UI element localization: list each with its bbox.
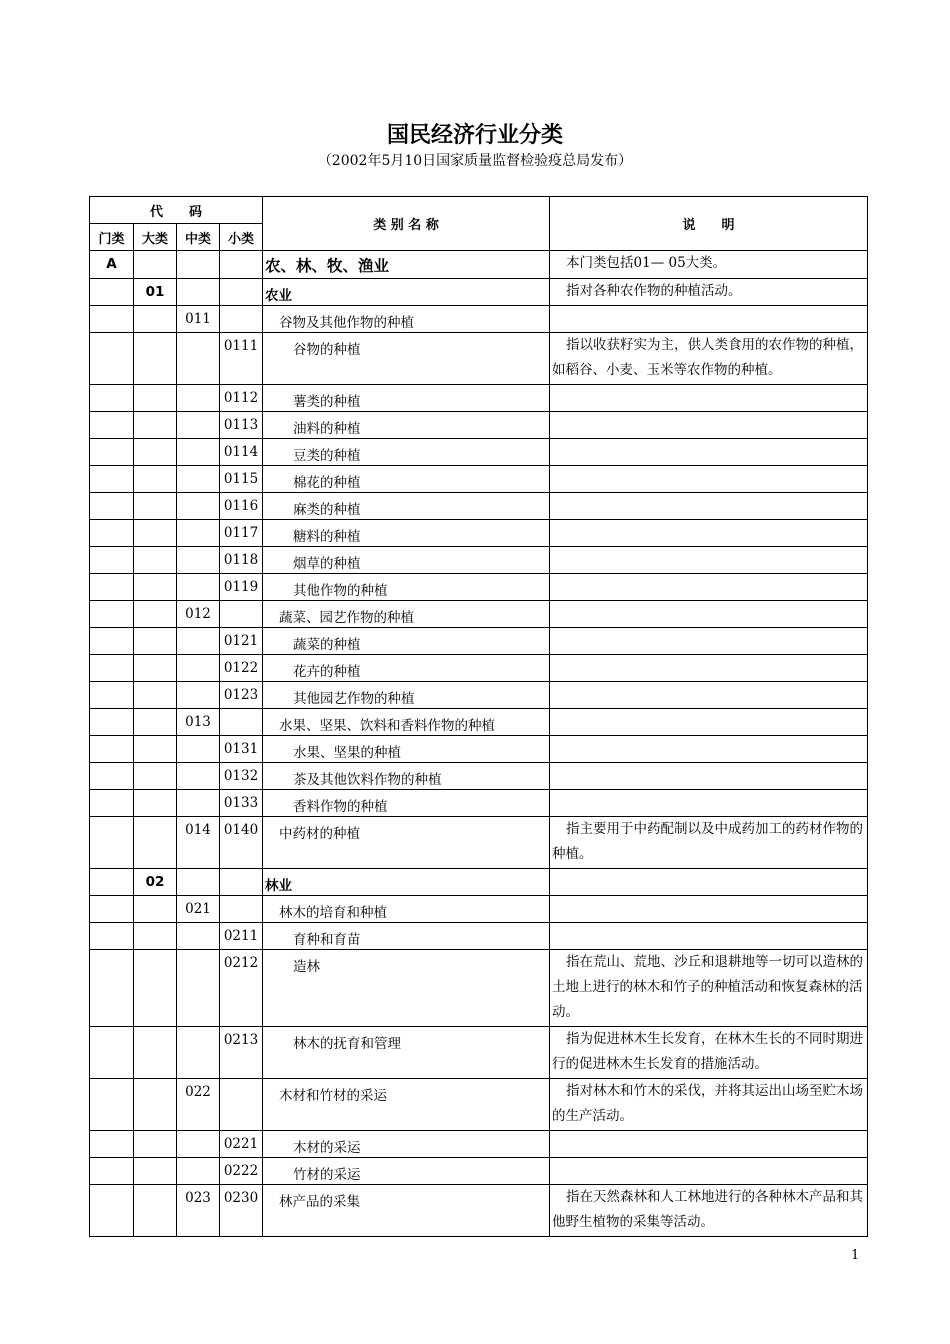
code-zhong xyxy=(177,682,220,709)
description-text: 指在荒山、荒地、沙丘和退耕地等一切可以造林的土地上进行的林木和竹子的种植活动和恢复森林的活动。 xyxy=(552,954,864,1020)
category-name: 棉花的种植 xyxy=(263,466,550,493)
category-description xyxy=(550,520,868,547)
category-name: 水果、坚果、饮料和香料作物的种植 xyxy=(263,709,550,736)
code-da: 01 xyxy=(134,279,177,306)
table-row xyxy=(90,574,868,601)
category-description xyxy=(550,601,868,628)
code-da xyxy=(134,736,177,763)
code-xiao xyxy=(220,601,263,628)
code-men xyxy=(90,682,134,709)
code-xiao: 0211 xyxy=(220,923,263,950)
code-zhong xyxy=(177,251,220,279)
category-name: 谷物及其他作物的种植 xyxy=(263,306,550,333)
table-header-row xyxy=(90,197,868,224)
code-zhong xyxy=(177,574,220,601)
code-xiao: 0133 xyxy=(220,790,263,817)
category-name: 豆类的种植 xyxy=(263,439,550,466)
code-men xyxy=(90,763,134,790)
header-code: 代 码 xyxy=(90,197,263,224)
code-da xyxy=(134,790,177,817)
code-zhong: 021 xyxy=(177,896,220,923)
category-name: 烟草的种植 xyxy=(263,547,550,574)
code-men xyxy=(90,896,134,923)
code-zhong xyxy=(177,412,220,439)
code-xiao: 0114 xyxy=(220,439,263,466)
description-text: 指在天然森林和人工林地进行的各种林木产品和其他野生植物的采集等活动。 xyxy=(552,1189,864,1230)
category-name: 林木的培育和种植 xyxy=(263,896,550,923)
code-xiao xyxy=(220,279,263,306)
code-zhong xyxy=(177,790,220,817)
table-row xyxy=(90,547,868,574)
table-row xyxy=(90,763,868,790)
table-row xyxy=(90,1158,868,1185)
category-name: 蔬菜、园艺作物的种植 xyxy=(263,601,550,628)
category-name: 农业 xyxy=(263,279,550,306)
code-da xyxy=(134,574,177,601)
category-description xyxy=(550,279,868,306)
code-men xyxy=(90,869,134,896)
category-name: 麻类的种植 xyxy=(263,493,550,520)
table-row xyxy=(90,655,868,682)
table-row xyxy=(90,869,868,896)
table-row xyxy=(90,1185,868,1237)
description-text: 指为促进林木生长发育，在林木生长的不同时期进行的促进林木生长发育的措施活动。 xyxy=(552,1031,864,1072)
category-description xyxy=(550,1079,868,1131)
category-description xyxy=(550,950,868,1027)
code-xiao: 0112 xyxy=(220,385,263,412)
code-zhong: 022 xyxy=(177,1079,220,1131)
category-description xyxy=(550,412,868,439)
header-zhong: 中类 xyxy=(177,224,220,251)
header-da: 大类 xyxy=(134,224,177,251)
table-row xyxy=(90,306,868,333)
code-men xyxy=(90,466,134,493)
code-zhong xyxy=(177,385,220,412)
code-zhong xyxy=(177,950,220,1027)
code-zhong: 012 xyxy=(177,601,220,628)
code-xiao: 0212 xyxy=(220,950,263,1027)
code-da xyxy=(134,601,177,628)
code-men xyxy=(90,493,134,520)
table-row xyxy=(90,385,868,412)
category-name: 造林 xyxy=(263,950,550,1027)
table-row xyxy=(90,1027,868,1079)
table-row xyxy=(90,923,868,950)
code-xiao: 0140 xyxy=(220,817,263,869)
code-zhong xyxy=(177,1131,220,1158)
code-xiao: 0230 xyxy=(220,1185,263,1237)
code-da xyxy=(134,385,177,412)
category-name: 水果、坚果的种植 xyxy=(263,736,550,763)
code-men xyxy=(90,736,134,763)
code-xiao: 0121 xyxy=(220,628,263,655)
code-da xyxy=(134,306,177,333)
code-men xyxy=(90,547,134,574)
code-xiao: 0122 xyxy=(220,655,263,682)
code-da xyxy=(134,251,177,279)
table-row xyxy=(90,682,868,709)
category-description xyxy=(550,790,868,817)
header-desc: 说 明 xyxy=(550,197,868,251)
code-men xyxy=(90,279,134,306)
code-da xyxy=(134,1131,177,1158)
code-xiao xyxy=(220,251,263,279)
category-name: 林产品的采集 xyxy=(263,1185,550,1237)
category-description xyxy=(550,306,868,333)
code-da xyxy=(134,493,177,520)
code-men xyxy=(90,412,134,439)
code-xiao: 0116 xyxy=(220,493,263,520)
category-name: 其他园艺作物的种植 xyxy=(263,682,550,709)
category-name: 茶及其他饮料作物的种植 xyxy=(263,763,550,790)
category-name: 竹材的采运 xyxy=(263,1158,550,1185)
category-name: 花卉的种植 xyxy=(263,655,550,682)
category-description xyxy=(550,1027,868,1079)
category-description xyxy=(550,547,868,574)
table-row xyxy=(90,439,868,466)
category-name: 木材和竹材的采运 xyxy=(263,1079,550,1131)
code-men xyxy=(90,439,134,466)
table-row xyxy=(90,1131,868,1158)
code-xiao: 0115 xyxy=(220,466,263,493)
code-zhong xyxy=(177,736,220,763)
code-men xyxy=(90,950,134,1027)
code-men xyxy=(90,1185,134,1237)
table-row xyxy=(90,279,868,306)
category-description xyxy=(550,763,868,790)
code-zhong xyxy=(177,923,220,950)
description-text: 本门类包括01— 05大类。 xyxy=(566,255,727,271)
code-xiao: 0123 xyxy=(220,682,263,709)
description-text: 指以收获籽实为主，供人类食用的农作物的种植，如稻谷、小麦、玉米等农作物的种植。 xyxy=(552,337,864,378)
code-xiao: 0131 xyxy=(220,736,263,763)
code-da xyxy=(134,1079,177,1131)
category-name: 谷物的种植 xyxy=(263,333,550,385)
category-description xyxy=(550,574,868,601)
code-xiao: 0132 xyxy=(220,763,263,790)
category-name: 蔬菜的种植 xyxy=(263,628,550,655)
code-da xyxy=(134,466,177,493)
code-da xyxy=(134,1027,177,1079)
code-xiao: 0111 xyxy=(220,333,263,385)
table-row xyxy=(90,601,868,628)
code-men: A xyxy=(90,251,134,279)
code-xiao: 0221 xyxy=(220,1131,263,1158)
code-zhong xyxy=(177,869,220,896)
code-da xyxy=(134,412,177,439)
table-row xyxy=(90,333,868,385)
category-description xyxy=(550,817,868,869)
code-da xyxy=(134,628,177,655)
code-da: 02 xyxy=(134,869,177,896)
code-xiao xyxy=(220,896,263,923)
code-zhong xyxy=(177,279,220,306)
category-description xyxy=(550,385,868,412)
category-description xyxy=(550,466,868,493)
table-row xyxy=(90,251,868,279)
code-da xyxy=(134,923,177,950)
category-name: 薯类的种植 xyxy=(263,385,550,412)
category-name: 糖料的种植 xyxy=(263,520,550,547)
table-row xyxy=(90,1079,868,1131)
code-zhong xyxy=(177,493,220,520)
code-da xyxy=(134,763,177,790)
code-xiao: 0117 xyxy=(220,520,263,547)
category-description xyxy=(550,628,868,655)
code-zhong xyxy=(177,333,220,385)
category-description xyxy=(550,869,868,896)
header-name: 类 别 名 称 xyxy=(263,197,550,251)
code-xiao: 0119 xyxy=(220,574,263,601)
code-da xyxy=(134,547,177,574)
code-men xyxy=(90,1158,134,1185)
code-men xyxy=(90,817,134,869)
code-zhong xyxy=(177,547,220,574)
category-name: 油料的种植 xyxy=(263,412,550,439)
code-men xyxy=(90,1027,134,1079)
category-description xyxy=(550,333,868,385)
code-da xyxy=(134,1158,177,1185)
description-text: 指对各种农作物的种植活动。 xyxy=(566,283,742,299)
code-men xyxy=(90,385,134,412)
code-men xyxy=(90,923,134,950)
category-name: 林木的抚育和管理 xyxy=(263,1027,550,1079)
code-da xyxy=(134,817,177,869)
table-row xyxy=(90,790,868,817)
code-men xyxy=(90,1079,134,1131)
code-xiao: 0222 xyxy=(220,1158,263,1185)
table-row xyxy=(90,520,868,547)
code-da xyxy=(134,655,177,682)
category-description xyxy=(550,655,868,682)
code-men xyxy=(90,709,134,736)
code-zhong xyxy=(177,439,220,466)
code-men xyxy=(90,790,134,817)
code-xiao xyxy=(220,306,263,333)
code-da xyxy=(134,520,177,547)
document-subtitle: （2002年5月10日国家质量监督检验疫总局发布） xyxy=(317,153,633,169)
description-text: 指对林木和竹木的采伐，并将其运出山场至贮木场的生产活动。 xyxy=(552,1083,864,1124)
code-zhong xyxy=(177,1027,220,1079)
table-row xyxy=(90,493,868,520)
category-description xyxy=(550,923,868,950)
category-description xyxy=(550,1185,868,1237)
table-row xyxy=(90,412,868,439)
code-zhong: 013 xyxy=(177,709,220,736)
header-xiao: 小类 xyxy=(220,224,263,251)
document-title: 国民经济行业分类 xyxy=(386,123,563,148)
code-da xyxy=(134,1185,177,1237)
code-men xyxy=(90,333,134,385)
category-name: 育种和育苗 xyxy=(263,923,550,950)
table-row xyxy=(90,736,868,763)
code-xiao xyxy=(220,709,263,736)
code-men xyxy=(90,655,134,682)
code-da xyxy=(134,439,177,466)
category-description xyxy=(550,1131,868,1158)
category-description xyxy=(550,493,868,520)
table-row xyxy=(90,709,868,736)
code-zhong xyxy=(177,520,220,547)
category-description xyxy=(550,439,868,466)
category-name: 农、林、牧、渔业 xyxy=(263,251,550,279)
code-da xyxy=(134,709,177,736)
category-description xyxy=(550,736,868,763)
table-row xyxy=(90,817,868,869)
code-zhong xyxy=(177,1158,220,1185)
code-da xyxy=(134,333,177,385)
category-description xyxy=(550,682,868,709)
description-text: 指主要用于中药配制以及中成药加工的药材作物的种植。 xyxy=(552,821,864,862)
category-description xyxy=(550,1158,868,1185)
table-row xyxy=(90,466,868,493)
header-men: 门类 xyxy=(90,224,134,251)
code-da xyxy=(134,950,177,1027)
code-xiao xyxy=(220,869,263,896)
category-name: 其他作物的种植 xyxy=(263,574,550,601)
code-xiao: 0113 xyxy=(220,412,263,439)
code-zhong xyxy=(177,466,220,493)
code-men xyxy=(90,628,134,655)
category-name: 中药材的种植 xyxy=(263,817,550,869)
table-row xyxy=(90,628,868,655)
category-description xyxy=(550,896,868,923)
category-name: 木材的采运 xyxy=(263,1131,550,1158)
table-row xyxy=(90,950,868,1027)
category-description xyxy=(550,251,868,279)
code-men xyxy=(90,574,134,601)
code-da xyxy=(134,896,177,923)
code-men xyxy=(90,601,134,628)
code-zhong xyxy=(177,628,220,655)
category-name: 香料作物的种植 xyxy=(263,790,550,817)
page-number: 1 xyxy=(851,1248,860,1263)
code-zhong: 014 xyxy=(177,817,220,869)
category-name: 林业 xyxy=(263,869,550,896)
code-zhong xyxy=(177,763,220,790)
code-men xyxy=(90,1131,134,1158)
code-zhong xyxy=(177,655,220,682)
industry-classification-table xyxy=(89,196,868,1237)
code-zhong: 011 xyxy=(177,306,220,333)
code-xiao: 0118 xyxy=(220,547,263,574)
code-xiao xyxy=(220,1079,263,1131)
code-men xyxy=(90,306,134,333)
code-zhong: 023 xyxy=(177,1185,220,1237)
code-da xyxy=(134,682,177,709)
code-xiao: 0213 xyxy=(220,1027,263,1079)
category-description xyxy=(550,709,868,736)
table-row xyxy=(90,896,868,923)
code-men xyxy=(90,520,134,547)
